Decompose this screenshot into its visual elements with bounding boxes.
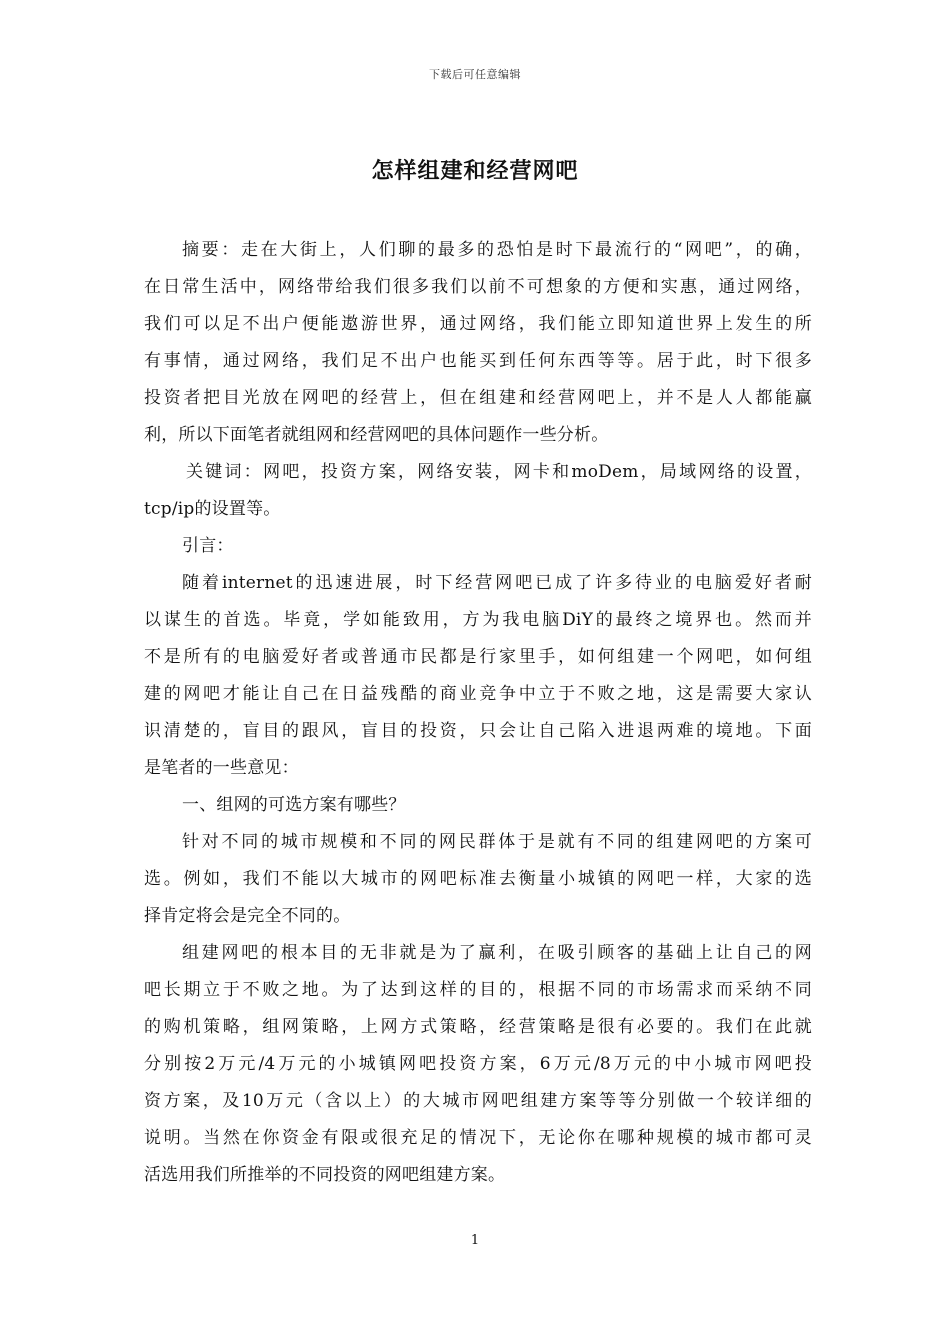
abstract-line: 我们可以足不出户便能遨游世界，通过网络，我们能立即知道世界上发生的所	[144, 314, 812, 334]
section-line: 选。例如，我们不能以大城市的网吧标准去衡量小城镇的网吧一样，大家的选	[144, 869, 812, 889]
abstract-line: 摘要：走在大街上，人们聊的最多的恐怕是时下最流行的“网吧”，的确，	[182, 240, 812, 260]
intro-line: 是笔者的一些意见：	[144, 758, 299, 778]
section-line: 说明。当然在你资金有限或很充足的情况下，无论你在哪种规模的城市都可灵	[144, 1128, 812, 1148]
abstract-line: 投资者把目光放在网吧的经营上，但在组建和经营网吧上，并不是人人都能赢	[144, 388, 812, 408]
section-heading: 一、组网的可选方案有哪些？	[182, 795, 406, 815]
section-line: 吧长期立于不败之地。为了达到这样的目的，根据不同的市场需求而采纳不同	[144, 980, 812, 1000]
keywords-line: tcp/ip的设置等。	[144, 499, 281, 519]
section-line: 择肯定将会是完全不同的。	[144, 906, 351, 926]
header-note: 下载后可任意编辑	[429, 68, 521, 81]
section-line: 的购机策略，组网策略，上网方式策略，经营策略是很有必要的。我们在此就	[144, 1017, 812, 1037]
section-line: 资方案，及10万元（含以上）的大城市网吧组建方案等等分别做一个较详细的	[144, 1091, 812, 1111]
intro-line: 随着internet的迅速进展，时下经营网吧已成了许多待业的电脑爱好者耐	[182, 573, 812, 593]
keywords-line: 关键词：网吧，投资方案，网络安装，网卡和moDem，局域网络的设置，	[186, 462, 812, 482]
section-line: 分别按2万元/4万元的小城镇网吧投资方案，6万元/8万元的中小城市网吧投	[144, 1054, 812, 1074]
abstract-line: 有事情，通过网络，我们足不出户也能买到任何东西等等。居于此，时下很多	[144, 351, 812, 371]
intro-heading: 引言：	[182, 536, 234, 556]
intro-line: 以谋生的首选。毕竟，学如能致用，方为我电脑DiY的最终之境界也。然而并	[144, 610, 812, 630]
abstract-line: 利，所以下面笔者就组网和经营网吧的具体问题作一些分析。	[144, 425, 609, 445]
document-body	[144, 232, 812, 1194]
intro-line: 不是所有的电脑爱好者或普通市民都是行家里手，如何组建一个网吧，如何组	[144, 647, 812, 667]
document-title: 怎样组建和经营网吧	[371, 158, 579, 184]
page-number: 1	[470, 1233, 480, 1248]
abstract-line: 在日常生活中，网络带给我们很多我们以前不可想象的方便和实惠，通过网络，	[144, 277, 812, 297]
intro-line: 建的网吧才能让自己在日益残酷的商业竞争中立于不败之地，这是需要大家认	[144, 684, 812, 704]
section-line: 活选用我们所推举的不同投资的网吧组建方案。	[144, 1165, 506, 1185]
section-line: 组建网吧的根本目的无非就是为了赢利，在吸引顾客的基础上让自己的网	[182, 943, 812, 963]
intro-line: 识清楚的，盲目的跟风，盲目的投资，只会让自己陷入进退两难的境地。下面	[144, 721, 812, 741]
section-line: 针对不同的城市规模和不同的网民群体于是就有不同的组建网吧的方案可	[182, 832, 812, 852]
